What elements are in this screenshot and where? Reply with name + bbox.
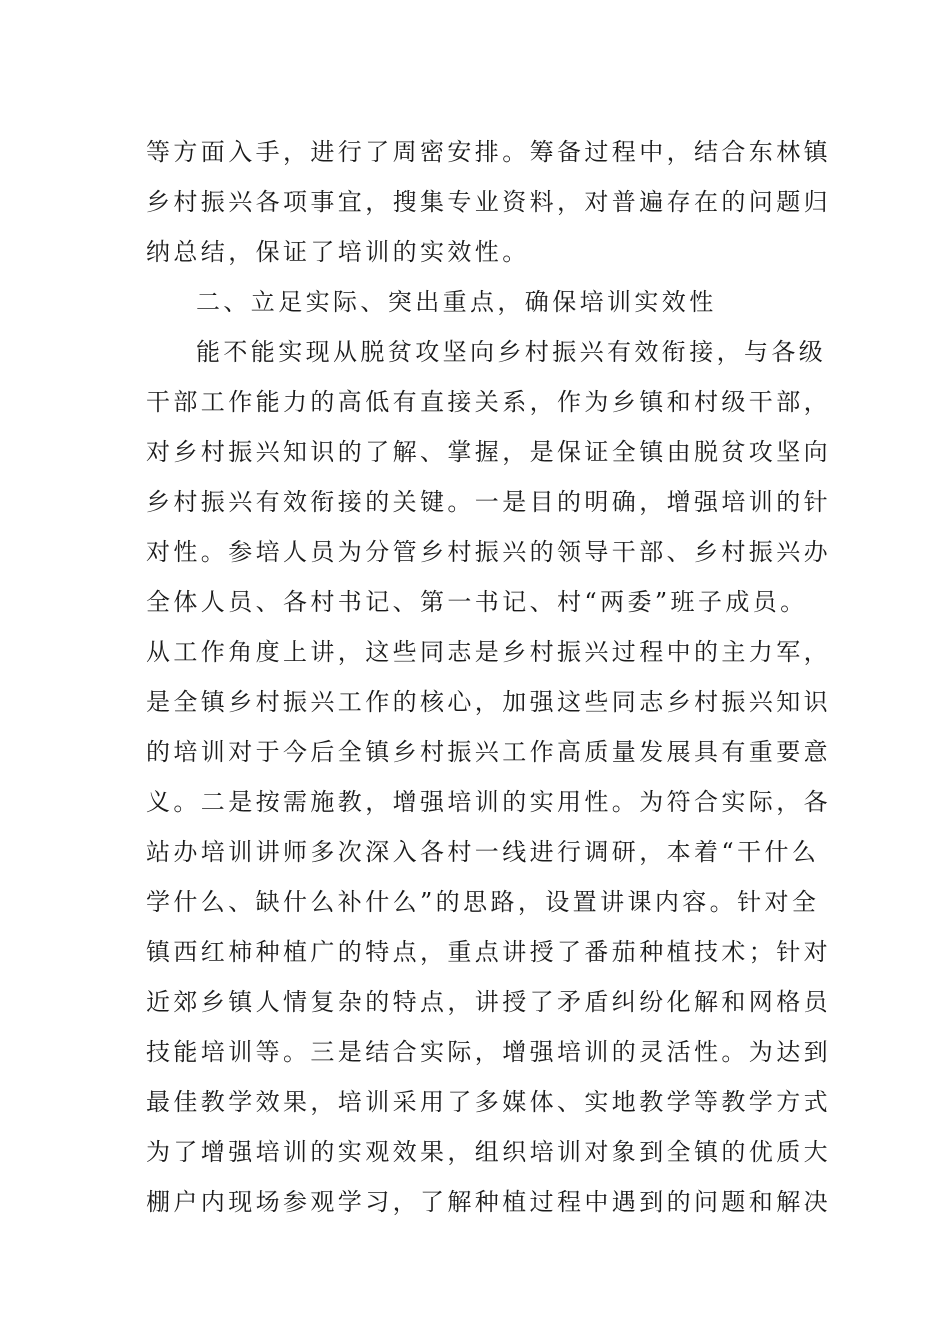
paragraph-line: 纳总结，保证了培训的实效性。 [146, 238, 530, 266]
paragraph-line: 干部工作能力的高低有直接关系，作为乡镇和村级干部， [146, 388, 831, 416]
paragraph-line: 镇西红柿种植广的特点，重点讲授了番茄种植技术；针对 [146, 938, 831, 966]
paragraph-line: 是全镇乡村振兴工作的核心，加强这些同志乡村振兴知识 [146, 688, 831, 716]
paragraph-line: 近郊乡镇人情复杂的特点，讲授了矛盾纠纷化解和网格员 [146, 988, 831, 1016]
section-heading: 二、立足实际、突出重点，确保培训实效性 [196, 288, 717, 316]
paragraph-line: 乡村振兴各项事宜，搜集专业资料，对普遍存在的问题归 [146, 188, 831, 216]
paragraph-line: 能不能实现从脱贫攻坚向乡村振兴有效衔接，与各级 [196, 338, 827, 366]
paragraph-line: 义。二是按需施教，增强培训的实用性。为符合实际，各 [146, 788, 831, 816]
paragraph-line: 棚户内现场参观学习，了解种植过程中遇到的问题和解决 [146, 1188, 831, 1216]
body-text [146, 132, 831, 1232]
paragraph-line: 乡村振兴有效衔接的关键。一是目的明确，增强培训的针 [146, 488, 831, 516]
paragraph-line: 的培训对于今后全镇乡村振兴工作高质量发展具有重要意 [146, 738, 831, 766]
paragraph-line: 从工作角度上讲，这些同志是乡村振兴过程中的主力军， [146, 638, 831, 666]
paragraph-line: 技能培训等。三是结合实际，增强培训的灵活性。为达到 [146, 1038, 831, 1066]
paragraph-line: 学什么、缺什么补什么”的思路，设置讲课内容。针对全 [146, 888, 820, 916]
paragraph-line: 对乡村振兴知识的了解、掌握，是保证全镇由脱贫攻坚向 [146, 438, 831, 466]
paragraph-line: 等方面入手，进行了周密安排。筹备过程中，结合东林镇 [146, 138, 831, 166]
paragraph-line: 为了增强培训的实观效果，组织培训对象到全镇的优质大 [146, 1138, 831, 1166]
paragraph-line: 全体人员、各村书记、第一书记、村“两委”班子成员。 [146, 588, 808, 616]
paragraph-line: 站办培训讲师多次深入各村一线进行调研，本着“干什么 [146, 838, 820, 866]
paragraph-line: 最佳教学效果，培训采用了多媒体、实地教学等教学方式 [146, 1088, 831, 1116]
paragraph-line: 对性。参培人员为分管乡村振兴的领导干部、乡村振兴办 [146, 538, 831, 566]
